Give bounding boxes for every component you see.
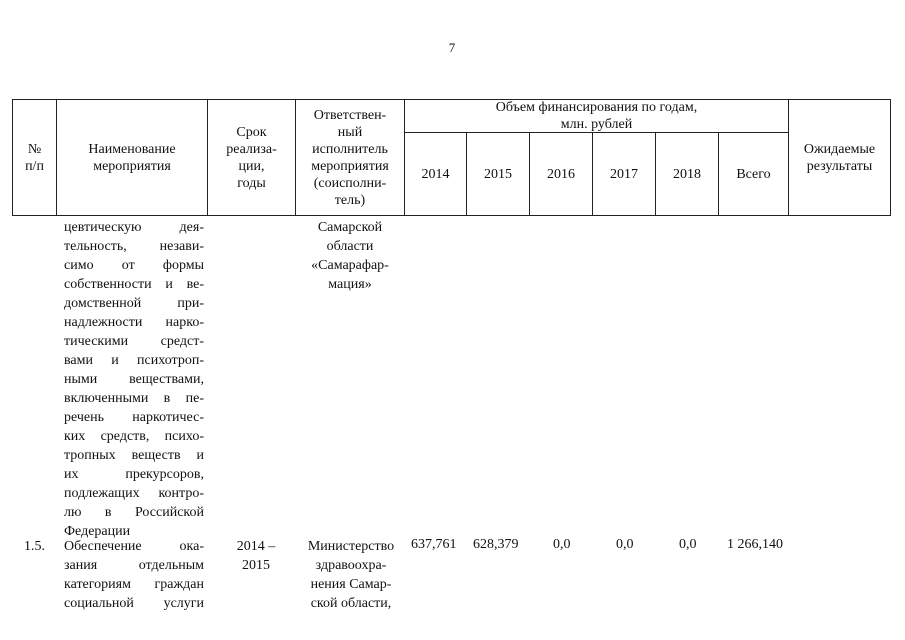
header-year-2014: 2014	[421, 166, 450, 182]
header-year-2016: 2016	[547, 166, 575, 182]
row-1-5-value-2017: 0,0	[616, 537, 634, 552]
row-1-5-value-2014: 637,761	[411, 537, 457, 552]
header-col-results: Ожидаемые результаты	[803, 141, 876, 174]
header-year-2015: 2015	[484, 166, 512, 182]
row-1-5-term: 2014 – 2015	[236, 539, 276, 573]
row-1-5-executor: Министерство здравоохра- нения Самар- ской области,	[307, 539, 395, 611]
row-1-5-value-2016: 0,0	[553, 537, 571, 552]
continued-row-name: цевтическую дея- тельность, незави- симо от формы собственности и ве- домственной при- надлежности нарко- тическими средст- вами и психотроп- ными веществами, включенными в пе- речень наркотичес- ких средств, психо- тропных веществ и их прекурсоров, подлежащих контро- лю в Российской Федерации	[64, 220, 204, 539]
header-col-number: № п/п	[25, 141, 44, 174]
header-total: Всего	[736, 166, 771, 182]
header-year-2018: 2018	[673, 166, 701, 182]
row-1-5-number: 1.5.	[24, 539, 45, 554]
header-bottom-border	[12, 215, 891, 216]
header-col-executor: Ответствен- ный исполнитель мероприятия (соисполни- тель)	[311, 107, 389, 208]
table-right-border	[890, 99, 891, 216]
row-1-5-name: Обеспечение ока- зания отдельным категориям граждан социальной услуги	[64, 539, 204, 611]
row-1-5-value-2018: 0,0	[679, 537, 697, 552]
page-number: 7	[448, 40, 456, 55]
continued-row-executor: Самарской области «Самарафар- мация»	[311, 220, 389, 292]
row-1-5-value-2015: 628,379	[473, 537, 519, 552]
header-col-term: Срок реализа- ции, годы	[226, 124, 277, 191]
row-1-5-value-total: 1 266,140	[727, 537, 783, 552]
header-year-2017: 2017	[610, 166, 638, 182]
header-col-funding: Объем финансирования по годам, млн. рублей	[495, 100, 698, 132]
header-col-name: Наименование мероприятия	[88, 141, 176, 174]
